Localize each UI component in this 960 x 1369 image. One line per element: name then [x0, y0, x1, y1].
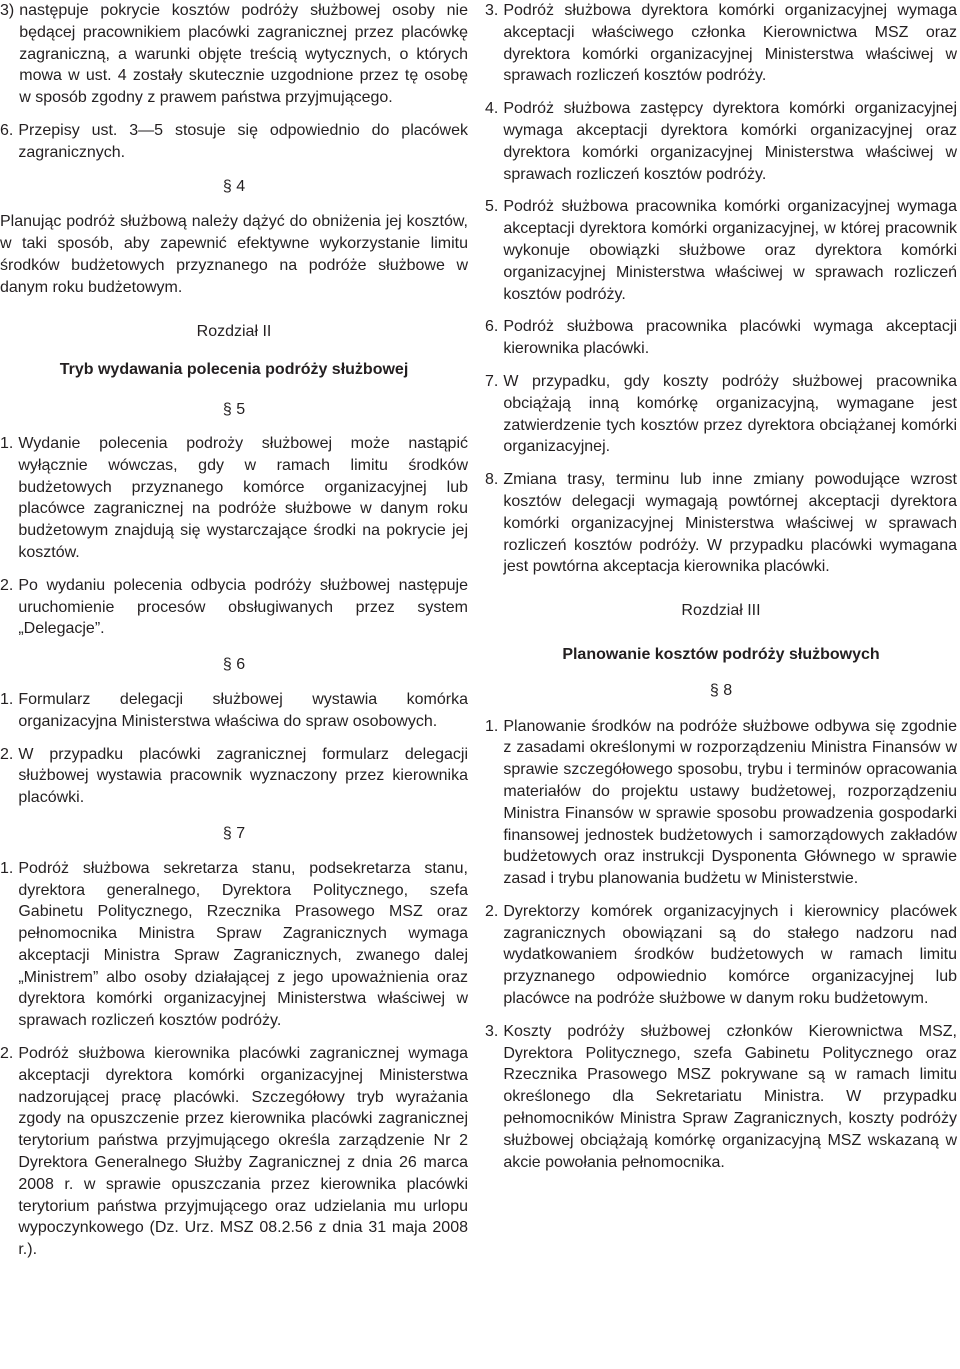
item-text: Podróż służbowa zastępcy dyrektora komórki organizacyjnej wymaga akceptacji dyrektora komórki organizacyjnej oraz dyrektora komórki organizacyjnej Ministerstwa właściwej w sprawach rozliczeń kosztów podróży. [503, 100, 957, 183]
item-number: 1. [0, 690, 14, 708]
list-item [0, 744, 468, 809]
item-number: 1. [0, 434, 14, 452]
item-text: Zmiana trasy, terminu lub inne zmiany powodujące wzrost kosztów delegacji wymagają powtórnej akceptacji dyrektora komórki organizacyjnej Ministerstwa właściwej w sprawach rozliczeń kosztów podróży. W przypadku placówki wymagana jest powtórna akceptacja kierownika placówki. [503, 471, 957, 576]
section-heading: § 4 [222, 177, 246, 195]
item-number: 6. [485, 318, 499, 336]
item-number: 2. [0, 576, 14, 594]
chapter-heading: Rozdział III [681, 602, 761, 620]
list-item [485, 469, 957, 578]
list-item [485, 98, 957, 185]
item-text: Dyrektorzy komórek organizacyjnych i kierownicy placówek zagranicznych obowiązani są do stałego nadzoru nad wydatkowaniem środków budżetowych w ramach limitu przyznanego odpowiednio komórce organizacyjnej lub placówce na podróże służbowe w danym roku budżetowym. [503, 902, 957, 1008]
list-item [0, 433, 468, 564]
item-number: 1. [485, 717, 499, 735]
item-text: Formularz delegacji służbowej wystawia komórka organizacyjna Ministerstwa właściwa do spraw osobowych. [18, 690, 468, 730]
list-item [0, 575, 468, 640]
right-column [485, 0, 957, 1173]
item-number: 4. [485, 100, 499, 118]
list-item [485, 316, 957, 360]
chapter-heading: Rozdział II [196, 322, 272, 340]
item-number: 7. [485, 372, 499, 390]
list-item [485, 0, 957, 87]
item-text: Przepisy ust. 3—5 stosuje się odpowiednio do placówek zagranicznych. [18, 121, 468, 161]
item-number: 8. [485, 471, 499, 489]
item-number: 3. [485, 1022, 499, 1040]
item-text: Podróż służbowa pracownika placówki wymaga akceptacji kierownika placówki. [503, 318, 957, 358]
item-text: Podróż służbowa sekretarza stanu, podsekretarza stanu, dyrektora generalnego, Dyrektora Politycznego, szefa Gabinetu Politycznego, Rzecznika Prasowego MSZ oraz pełnomocnika Ministra Spraw Zagranicznych wymaga akceptacji Ministra Spraw Zagranicznych, zwanego dalej „Ministrem” albo osoby działającej z jego upoważnienia oraz dyrektora komórki organizacyjnej Ministerstwa właściwej w sprawach rozliczeń kosztów podróży. [18, 859, 468, 1030]
list-item [0, 0, 468, 109]
item-text: Podróż służbowa dyrektora komórki organizacyjnej wymaga akceptacji właściwego członka Kierownictwa MSZ oraz dyrektora komórki organizacyjnej Ministerstwa właściwej w sprawach rozliczeń kosztów podróży. [503, 2, 957, 85]
item-number: 3. [485, 2, 499, 19]
item-number: 2. [0, 745, 14, 763]
item-number: 6. [0, 121, 14, 139]
item-number: 1. [0, 859, 14, 877]
item-number: 5. [485, 198, 499, 216]
item-text: Podróż służbowa kierownika placówki zagranicznej wymaga akceptacji dyrektora komórki organizacyjnej Ministerstwa nadzorującej pracę placówki. Szczegółowy tryb wyrażania zgody na opuszczenie przez kierownika placówki zagranicznej terytorium państwa przyjmującego określa zarządzenie Nr 2 Dyrektora Generalnego Służby Zagranicznej z dnia 26 marca 2008 r. w sprawie opuszczania przez kierownika placówki terytorium państwa przyjmującego oraz udzielania mu urlopu wypoczynkowego (Dz. Urz. MSZ 08.2.56 z dnia 31 maja 2008 r.). [18, 1045, 468, 1259]
item-number: 3) [0, 2, 15, 19]
item-text: Wydanie polecenia podroży służbowej może nastąpić wyłącznie wówczas, gdy w ramach limitu środków budżetowych przyznanego komórce organizacyjnej lub placówce zagranicznej na podróże służbowe w danym roku budżetowym znajdują się wystarczające środki na pokrycie jej kosztów. [18, 434, 468, 561]
list-item [0, 858, 468, 1032]
list-item [485, 901, 957, 1010]
left-column [0, 0, 468, 1261]
item-text: W przypadku, gdy koszty podróży służbowej pracownika obciążają inną komórkę organizacyjną, wymagane jest zatwierdzenie tych kosztów przez dyrektora obciążanej komórki organizacyjnej. [503, 372, 957, 456]
item-text: Koszty podróży służbowej członków Kierownictwa MSZ, Dyrektora Politycznego, szefa Gabinetu Politycznego oraz Rzecznika Prasowego MSZ pokrywane są w ramach limitu określonego dla Sekretariatu Ministra. W przypadku pełnomocników Ministra Spraw Zagranicznych, koszty podróży służbowej obciążają komórkę organizacyjną MSZ wskazaną w akcie powołania pełnomocnika. [503, 1022, 957, 1171]
list-item [0, 689, 468, 733]
list-item [0, 120, 468, 164]
item-text: Planowanie środków na podróże służbowe odbywa się zgodnie z zasadami określonymi w rozporządzeniu Ministra Finansów w sprawie szczegółowego sposobu, trybu i terminów opracowania materiałów do projektu ustawy budżetowej, rozporządzeniu Ministra Finansów w sprawie sposobu prowadzenia gospodarki finansowej jednostek budżetowych i samorządowych zakładów budżetowych oraz instrukcji Dysponenta Głównego w sprawie zasad i trybu planowania budżetu w Ministerstwie. [503, 717, 957, 888]
item-number: 2. [0, 1045, 14, 1063]
list-item [485, 1021, 957, 1174]
chapter-title: Tryb wydawania polecenia podróży służbowej [59, 361, 409, 379]
section-heading: § 7 [222, 824, 246, 842]
paragraph: Planując podróż służbową należy dążyć do obniżenia jej kosztów, w taki sposób, aby zapewnić efektywne wykorzystanie limitu środków budżetowych przyznanego na podróże służbowe w danym roku budżetowym. [0, 213, 468, 296]
item-text: Podróż służbowa pracownika komórki organizacyjnej wymaga akceptacji dyrektora komórki organizacyjnej, w której pracownik wykonuje obowiązki służbowe oraz dyrektora komórki organizacyjnej Ministerstwa właściwej w sprawach rozliczeń kosztów podróży. [503, 198, 957, 303]
item-text: Po wydaniu polecenia odbycia podróży służbowej następuje uruchomienie procesów obsługiwanych przez system „Delegacje”. [18, 576, 468, 638]
item-text: następuje pokrycie kosztów podróży służbowej osoby nie będącej pracownikiem placówki zagranicznej przez placówkę zagraniczną, a warunki objęte treścią wytycznych, o których mowa w ust. 4 zostały skutecznie uzgodnione przez tę osobę w sposób zgodny z prawem państwa przyjmującego. [19, 2, 468, 107]
chapter-title: Planowanie kosztów podróży służbowych [562, 645, 880, 663]
section-heading: § 8 [709, 681, 733, 699]
list-item [485, 371, 957, 458]
section-heading: § 6 [222, 656, 246, 674]
list-item [0, 1043, 468, 1261]
list-item [485, 716, 957, 890]
item-number: 2. [485, 902, 499, 920]
item-text: W przypadku placówki zagranicznej formularz delegacji służbowej wystawia pracownik wyznaczony przez kierownika placówki. [18, 745, 468, 807]
list-item [485, 196, 957, 305]
section-heading: § 5 [222, 401, 246, 419]
